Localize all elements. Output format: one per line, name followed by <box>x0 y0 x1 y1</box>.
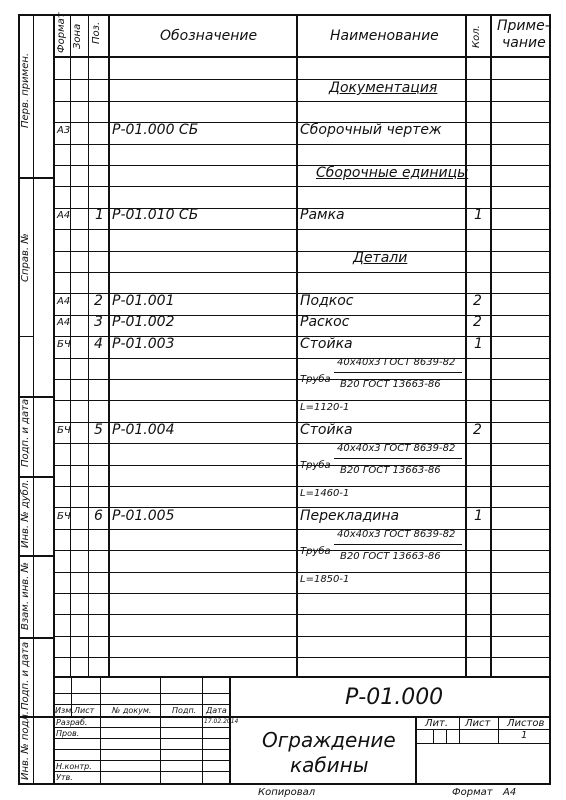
tb-razrab: Разраб. <box>56 718 88 727</box>
row-format: БЧ <box>57 339 71 350</box>
row-designation: Р-01.002 <box>112 314 175 330</box>
table-row-line <box>53 636 550 637</box>
table-row-line <box>53 657 550 658</box>
table-row-line <box>53 144 550 145</box>
length-label: L=1120-1 <box>300 402 350 413</box>
header-format: Формат <box>56 12 67 53</box>
row-format: А3 <box>57 125 71 136</box>
table-row-line <box>53 272 550 273</box>
table-row-line <box>53 614 550 615</box>
row-qty: 1 <box>474 336 483 352</box>
side-inv-dubl: Инв. № дубл. <box>20 479 31 548</box>
header-pos: Поз. <box>91 21 102 44</box>
tb-nkontr: Н.контр. <box>56 762 92 771</box>
row-name: Стойка <box>300 422 353 438</box>
row-format: БЧ <box>57 425 71 436</box>
fraction-line <box>334 544 462 545</box>
fraction-line <box>334 372 462 373</box>
header-name: Наименование <box>330 28 439 44</box>
side-podp-data: Подп. и дата <box>20 398 31 467</box>
row-format: А4 <box>57 210 71 221</box>
table-row-line <box>53 486 550 487</box>
section-details: Детали <box>353 250 408 266</box>
row-qty: 2 <box>473 314 482 330</box>
tb-date-value: 17.02.2014 <box>204 718 239 725</box>
pipe-spec-bottom: В20 ГОСТ 13663-86 <box>340 379 441 390</box>
tb-lit: Лит. <box>425 718 449 729</box>
row-name: Рамка <box>300 207 345 223</box>
tb-listov: Листов <box>507 718 545 729</box>
header-designation: Обозначение <box>160 28 258 44</box>
side-inv-podl: Инв. № подл. <box>20 711 31 780</box>
fraction-line <box>334 458 462 459</box>
tb-data: Дата <box>206 706 227 715</box>
row-pos: 5 <box>94 422 103 438</box>
tb-prov: Пров. <box>56 729 80 738</box>
row-format: А4 <box>57 296 71 307</box>
pipe-spec-bottom: В20 ГОСТ 13663-86 <box>340 465 441 476</box>
tb-listov-value: 1 <box>521 730 528 741</box>
row-qty: 1 <box>474 207 483 223</box>
tb-list: Лист <box>74 706 95 715</box>
table-row-line <box>53 400 550 401</box>
tb-list2: Лист <box>465 718 491 729</box>
row-format: А4 <box>57 317 71 328</box>
doc-code: Р-01.000 <box>345 685 444 710</box>
row-designation: Р-01.000 СБ <box>112 122 199 138</box>
row-name: Подкос <box>300 293 354 309</box>
title-line-1: Ограждение <box>262 728 396 752</box>
table-row-line <box>53 79 550 80</box>
row-qty: 2 <box>473 293 482 309</box>
row-name: Сборочный чертеж <box>300 122 442 138</box>
row-qty: 2 <box>473 422 482 438</box>
table-row-line <box>53 572 550 573</box>
length-label: L=1460-1 <box>300 488 350 499</box>
header-note-1: Приме- <box>497 18 550 34</box>
tb-podp: Подп. <box>172 706 197 715</box>
pipe-label: Труба <box>300 374 331 385</box>
row-pos: 3 <box>94 314 103 330</box>
pipe-spec-top: 40х40х3 ГОСТ 8639-82 <box>337 529 456 540</box>
header-qty: Кол. <box>471 25 482 48</box>
length-label: L=1850-1 <box>300 574 350 585</box>
row-pos: 1 <box>95 207 104 223</box>
side-podp-data-2: Подп. и дата <box>20 641 31 710</box>
row-pos: 6 <box>94 508 103 524</box>
side-sprav: Справ. № <box>20 233 31 282</box>
table-row-line <box>53 101 550 102</box>
footer-kopiroval: Копировал <box>258 787 316 798</box>
row-designation: Р-01.005 <box>112 508 175 524</box>
row-name: Раскос <box>300 314 350 330</box>
pipe-spec-bottom: В20 ГОСТ 13663-86 <box>340 551 441 562</box>
table-row-line <box>53 251 550 252</box>
row-pos: 2 <box>94 293 103 309</box>
table-row-line <box>53 593 550 594</box>
tb-n-dokum: № докум. <box>112 706 152 715</box>
header-note-2: чание <box>502 35 546 51</box>
row-name: Перекладина <box>300 508 400 524</box>
row-designation: Р-01.010 СБ <box>112 207 199 223</box>
table-row-line <box>53 529 550 530</box>
row-qty: 1 <box>474 508 483 524</box>
pipe-spec-top: 40х40х3 ГОСТ 8639-82 <box>337 443 456 454</box>
row-designation: Р-01.004 <box>112 422 175 438</box>
row-designation: Р-01.001 <box>112 293 175 309</box>
table-row-line <box>53 186 550 187</box>
pipe-label: Труба <box>300 546 331 557</box>
footer-format-value: А4 <box>503 787 517 798</box>
pipe-spec-top: 40х40х3 ГОСТ 8639-82 <box>337 357 456 368</box>
header-zone: Зона <box>72 23 83 49</box>
side-vzam-inv: Взам. инв. № <box>20 562 31 630</box>
side-perv-primen: Перв. примен. <box>20 52 31 128</box>
table-row-line <box>53 443 550 444</box>
tb-izm: Изм. <box>55 706 74 715</box>
tb-utv: Утв. <box>56 773 73 782</box>
pipe-label: Труба <box>300 460 331 471</box>
row-name: Стойка <box>300 336 353 352</box>
row-pos: 4 <box>94 336 103 352</box>
table-row-line <box>53 229 550 230</box>
section-assembly-units: Сборочные единицы <box>316 165 469 181</box>
row-designation: Р-01.003 <box>112 336 175 352</box>
title-line-2: кабины <box>290 753 369 777</box>
table-row-line <box>53 165 550 166</box>
table-row-line <box>53 358 550 359</box>
footer-format: Формат <box>452 787 493 798</box>
section-documentation: Документация <box>329 80 438 96</box>
row-format: БЧ <box>57 511 71 522</box>
